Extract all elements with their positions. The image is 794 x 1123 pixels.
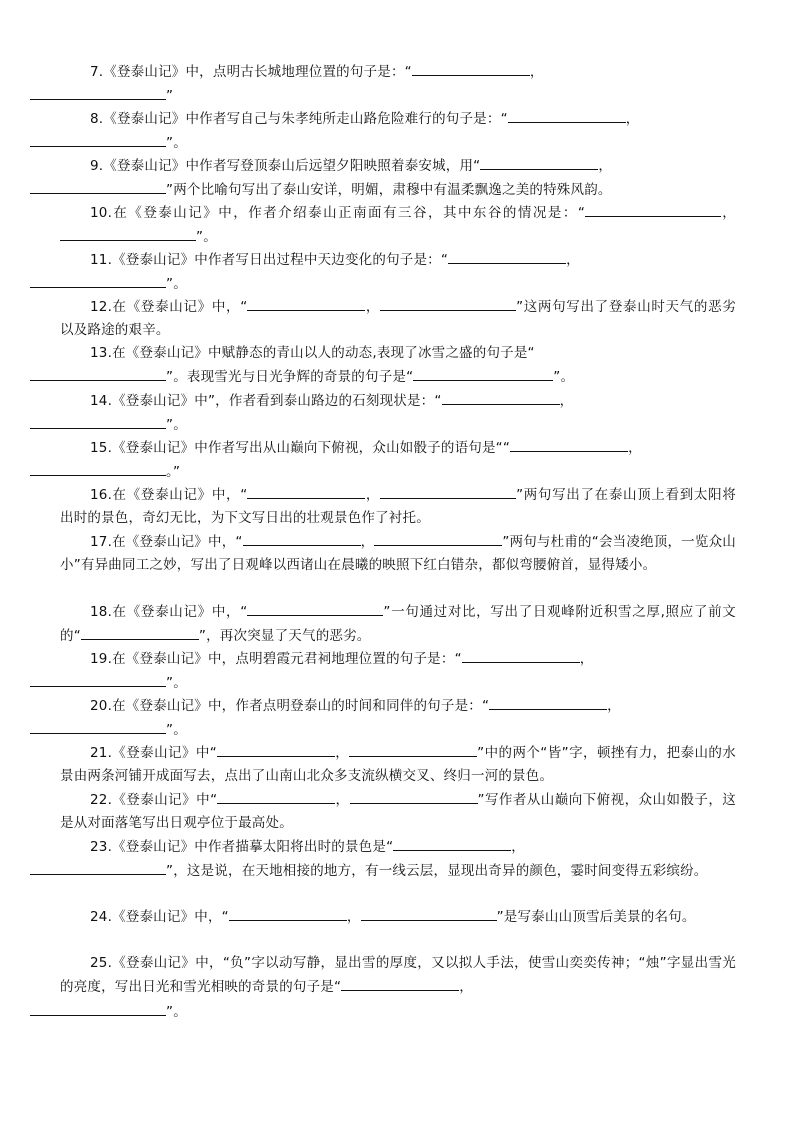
- answer-blank[interactable]: [60, 225, 196, 241]
- answer-blank[interactable]: [510, 436, 628, 452]
- answer-blank[interactable]: [393, 835, 511, 851]
- answer-blank[interactable]: [341, 975, 459, 991]
- answer-blank[interactable]: [229, 905, 347, 921]
- answer-blank[interactable]: [380, 483, 516, 499]
- question-7: 7.《登泰山记》中，点明古长城地理位置的句子是：“ ， ”: [60, 60, 736, 109]
- answer-blank[interactable]: [585, 201, 721, 217]
- answer-blank[interactable]: [30, 460, 166, 476]
- answer-blank[interactable]: [480, 154, 598, 170]
- question-10: 10.在《登泰山记》中，作者介绍泰山正南面有三谷，其中东谷的情况是：“ ，”。: [60, 201, 736, 250]
- question-21: 21.《登泰山记》中“ ， ”中的两个“皆”字，顿挫有力，把泰山的水景由两条河铺开成面写去，点出了山南山北众多支流纵横交叉、终归一河的景色。: [60, 741, 736, 789]
- question-14: 14.《登泰山记》中”，作者看到泰山路边的石刻现状是：“ ， ”。: [60, 389, 736, 438]
- answer-blank[interactable]: [247, 600, 383, 616]
- answer-blank[interactable]: [442, 389, 560, 405]
- question-17: 17.在《登泰山记》中，“ ， ”两句与杜甫的“会当凌绝顶，一览众山小”有异曲同工之妙，写出了日观峰以西诸山在晨曦的映照下红白错杂，都似弯腰俯首，显得矮小。: [60, 530, 736, 578]
- answer-blank[interactable]: [30, 365, 166, 381]
- answer-blank[interactable]: [30, 131, 166, 147]
- question-19: 19.在《登泰山记》中，点明碧霞元君祠地理位置的句子是：“ ， ”。: [60, 647, 736, 696]
- answer-blank[interactable]: [30, 1000, 166, 1016]
- answer-blank[interactable]: [350, 788, 478, 804]
- question-16: 16.在《登泰山记》中，“ ， ”两句写出了在泰山顶上看到太阳将出时的景色，奇幻无比，为下文写日出的壮观景色作了衬托。: [60, 483, 736, 531]
- answer-blank[interactable]: [247, 483, 365, 499]
- question-20: 20.在《登泰山记》中，作者点明登泰山的时间和同伴的句子是：“ ， ”。: [60, 694, 736, 743]
- answer-blank[interactable]: [412, 60, 530, 76]
- answer-blank[interactable]: [380, 295, 516, 311]
- answer-blank[interactable]: [30, 671, 166, 687]
- question-18: 18.在《登泰山记》中，“ ”一句通过对比，写出了日观峰附近积雪之厚,照应了前文的“ ”，再次突显了天气的恶劣。: [60, 600, 736, 649]
- answer-blank[interactable]: [30, 84, 166, 100]
- answer-blank[interactable]: [30, 718, 166, 734]
- question-8: 8.《登泰山记》中作者写自己与朱孝纯所走山路危险难行的句子是：“ ， ”。: [60, 107, 736, 156]
- answer-blank[interactable]: [30, 413, 166, 429]
- answer-blank[interactable]: [489, 694, 607, 710]
- answer-blank[interactable]: [374, 530, 502, 546]
- question-12: 12.在《登泰山记》中，“ ， ”这两句写出了登泰山时天气的恶劣以及路途的艰辛。: [60, 295, 736, 343]
- question-13: 13.在《登泰山记》中赋静态的青山以人的动态,表现了冰雪之盛的句子是“ ”。表现雪光与日光争辉的奇景的句子是“ ”。: [60, 342, 736, 390]
- answer-blank[interactable]: [361, 905, 497, 921]
- question-11: 11.《登泰山记》中作者写日出过程中天边变化的句子是：“ ， ”。: [60, 248, 736, 297]
- answer-blank[interactable]: [349, 741, 477, 757]
- answer-blank[interactable]: [247, 295, 365, 311]
- answer-blank[interactable]: [30, 272, 166, 288]
- answer-blank[interactable]: [30, 178, 166, 194]
- answer-blank[interactable]: [462, 647, 580, 663]
- question-25: 25.《登泰山记》中，“负”字以动写静，显出雪的厚度，又以拟人手法，使雪山奕奕传神；“烛”字显出雪光的亮度，写出日光和雪光相映的奇景的句子是“ ， ”。: [60, 952, 736, 1024]
- answer-blank[interactable]: [448, 248, 566, 264]
- answer-blank[interactable]: [217, 788, 335, 804]
- answer-blank[interactable]: [30, 859, 166, 875]
- answer-blank[interactable]: [413, 365, 553, 381]
- answer-blank[interactable]: [217, 741, 335, 757]
- question-23: 23.《登泰山记》中作者描摹太阳将出时的景色是“ ， ”，这是说，在天地相接的地方，有一线云层，显现出奇异的颜色，霎时间变得五彩缤纷。: [60, 835, 736, 884]
- question-22: 22.《登泰山记》中“ ， ”写作者从山巅向下俯视，众山如骰子，这是从对面落笔写出日观亭位于最高处。: [60, 788, 736, 836]
- question-15: 15.《登泰山记》中作者写出从山巅向下俯视，众山如骰子的语句是““ ， 。”: [60, 436, 736, 485]
- question-24: 24.《登泰山记》中，“ ， ”是写泰山山顶雪后美景的名句。: [60, 905, 736, 929]
- answer-blank[interactable]: [81, 624, 199, 640]
- answer-blank[interactable]: [508, 107, 626, 123]
- answer-blank[interactable]: [243, 530, 361, 546]
- question-9: 9.《登泰山记》中作者写登顶泰山后远望夕阳映照着泰安城，用“ ， ”两个比喻句写出了泰山安详，明媚，肃穆中有温柔飘逸之美的特殊风韵。: [60, 154, 736, 203]
